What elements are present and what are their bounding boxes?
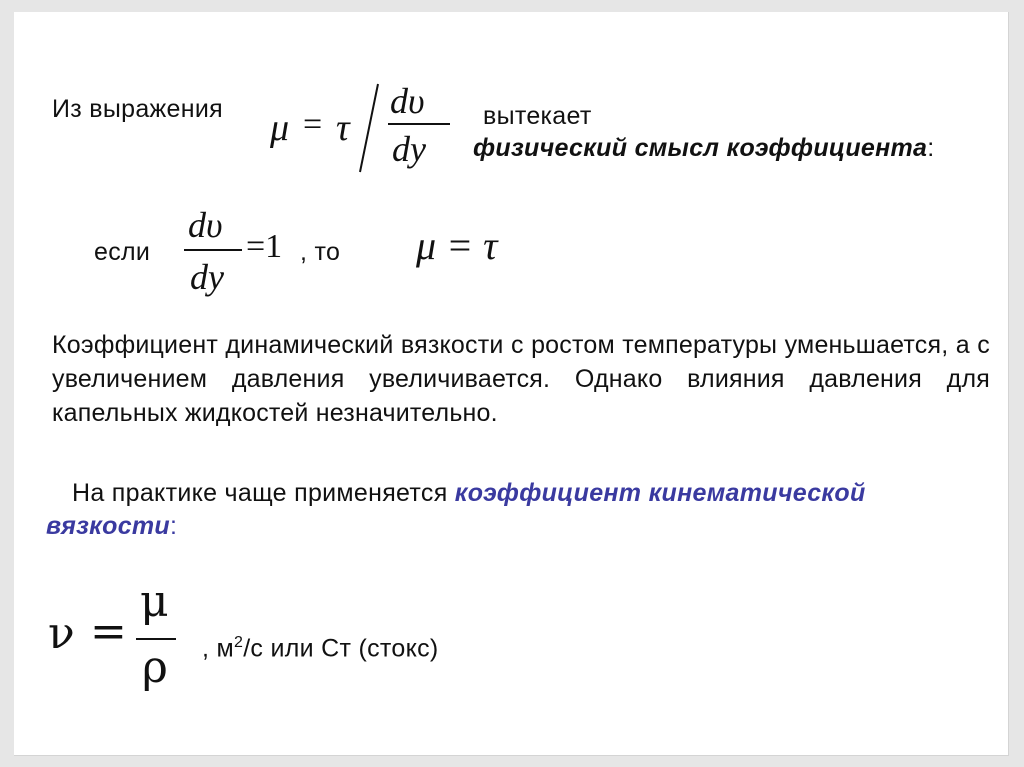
formula-nu-numerator: μ (140, 576, 169, 627)
practice-line-1 (72, 479, 866, 508)
formula-slash (356, 82, 382, 174)
nu-fraction-bar (136, 638, 176, 640)
kinematic-coefficient-emph: коэффициент кинематической (454, 479, 866, 507)
units-superscript: 2 (233, 634, 244, 651)
fraction-bar (388, 123, 450, 125)
formula-nu: ν (48, 608, 75, 659)
physical-meaning-emph: физический смысл коэффициента (473, 134, 928, 162)
formula-nu-equals: = (90, 606, 127, 657)
then-text: , то (300, 238, 341, 266)
formula-denominator: dy (392, 129, 426, 169)
units-prefix: , м (202, 634, 234, 663)
formula-mu-equals-tau: μ = τ (416, 223, 498, 268)
practice-lead: На практике чаще применяется (72, 479, 455, 507)
viscosity-paragraph: Коэффициент динамический вязкости с ростом температуры уменьшается, а с увеличением давления увеличивается. Однако влияния давления для капельных жидкостей незначительно. (52, 331, 990, 427)
condition-numerator: dυ (188, 205, 223, 245)
kinematic-colon: : (170, 512, 178, 540)
if-text: если (94, 238, 151, 266)
follows-text: вытекает (483, 102, 592, 130)
kinematic-viscosity-emph: вязкости (46, 512, 170, 540)
units-text (202, 634, 439, 663)
formula-nu-denominator: ρ (142, 642, 168, 693)
formula-tau: τ (336, 107, 350, 149)
formula-mu: μ (270, 107, 290, 149)
formula-numerator: dυ (390, 81, 425, 121)
condition-fraction-bar (184, 249, 242, 251)
formula-mu-definition (270, 76, 470, 176)
formula-condition (184, 204, 314, 304)
condition-denominator: dy (190, 257, 224, 297)
physical-meaning-text (473, 134, 935, 163)
units-suffix: /с или Ст (стокс) (243, 634, 439, 663)
formula-nu-definition (44, 576, 194, 702)
physical-meaning-colon: : (927, 134, 935, 162)
condition-equals-one: =1 (246, 228, 283, 265)
slide (14, 12, 1009, 756)
intro-text: Из выражения (52, 95, 223, 123)
formula-equals: = (303, 106, 323, 143)
practice-line-2 (46, 512, 177, 541)
